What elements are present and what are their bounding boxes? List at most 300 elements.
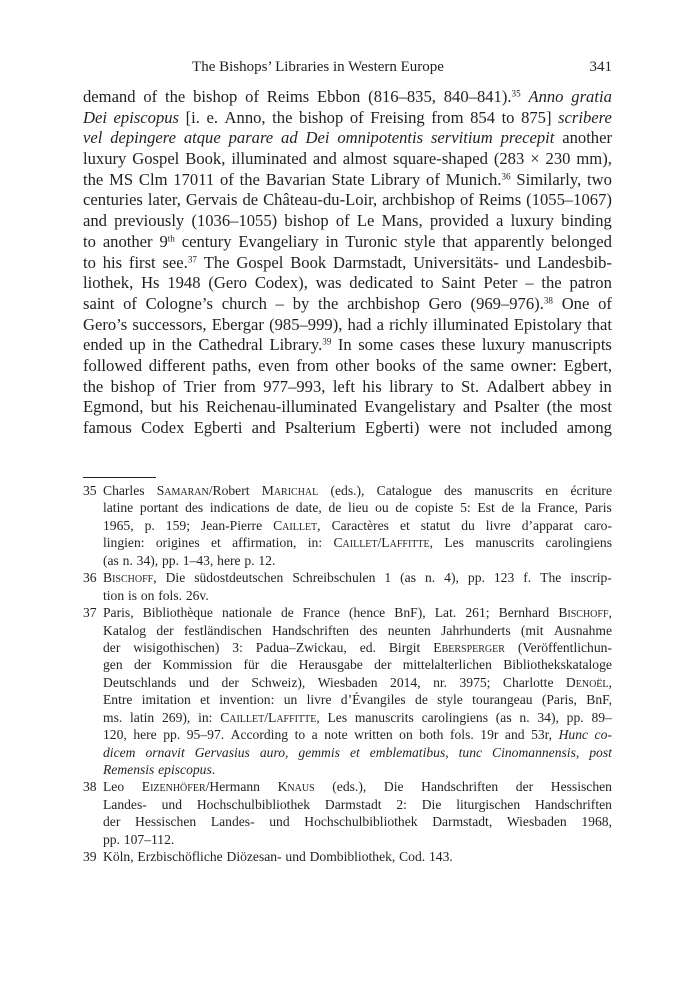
text-fragment: two xyxy=(587,169,612,189)
text-fragment: was xyxy=(315,273,342,293)
body-line xyxy=(83,149,612,170)
text-fragment: neunten xyxy=(387,622,431,638)
italic-text: Anno xyxy=(528,87,564,106)
text-fragment: 26v. xyxy=(185,587,209,603)
word xyxy=(395,499,408,516)
word xyxy=(158,761,215,778)
text-fragment: mm), xyxy=(576,149,612,169)
footnote-35 xyxy=(83,482,612,569)
word xyxy=(103,517,134,534)
word xyxy=(437,691,463,708)
word xyxy=(377,315,384,336)
text-fragment: der xyxy=(221,674,239,690)
text-fragment: St. xyxy=(461,376,480,396)
text-fragment: Entre xyxy=(103,692,133,708)
text-fragment: Landes- xyxy=(210,814,255,830)
word xyxy=(357,211,375,232)
word xyxy=(468,569,485,586)
word xyxy=(258,356,289,377)
word xyxy=(463,397,487,418)
text-fragment: der xyxy=(103,814,121,830)
text-fragment: later, xyxy=(147,190,181,210)
word xyxy=(332,778,366,795)
body-line xyxy=(83,397,612,418)
word xyxy=(540,569,561,586)
word xyxy=(324,726,347,743)
text-fragment: his xyxy=(102,252,123,272)
text-fragment: of xyxy=(219,169,234,189)
text-fragment: Book xyxy=(290,252,327,272)
footnote-line xyxy=(103,848,612,865)
word xyxy=(521,108,551,129)
word xyxy=(222,674,239,691)
word xyxy=(296,356,328,377)
word xyxy=(103,709,122,726)
word xyxy=(83,128,102,149)
text-fragment: and xyxy=(462,397,487,417)
text-fragment: State xyxy=(331,169,365,189)
word xyxy=(507,813,567,830)
text-fragment: centuries xyxy=(83,190,143,210)
word xyxy=(331,170,364,191)
word xyxy=(130,709,154,726)
text-fragment: fols. xyxy=(158,587,183,603)
word xyxy=(179,397,198,418)
text-fragment: followed xyxy=(83,355,142,375)
word xyxy=(589,744,612,761)
text-fragment: different xyxy=(148,355,206,375)
text-fragment: Bavarian xyxy=(265,169,326,189)
text-fragment: liturgischen xyxy=(456,796,521,812)
text-fragment: first xyxy=(128,252,156,272)
word xyxy=(183,552,214,569)
word xyxy=(103,482,145,499)
word xyxy=(389,377,433,398)
footnote-line xyxy=(103,674,612,691)
word xyxy=(523,569,531,586)
text-fragment: Egbert, xyxy=(563,355,612,375)
italic-text: gemmis xyxy=(298,744,340,760)
word xyxy=(83,397,143,418)
word xyxy=(220,709,320,726)
text-fragment: Hessischen xyxy=(550,779,612,795)
word xyxy=(404,232,435,253)
footnote-line xyxy=(103,761,612,778)
text-fragment: of xyxy=(123,293,137,313)
text-fragment: 143. xyxy=(428,849,453,865)
word xyxy=(83,108,107,129)
word xyxy=(206,397,357,418)
word xyxy=(441,273,475,294)
word xyxy=(269,813,289,830)
text-fragment: (969–976). xyxy=(470,293,544,313)
text-fragment: de xyxy=(242,190,259,210)
text-fragment: und xyxy=(505,252,531,272)
text-fragment: × xyxy=(530,149,540,169)
word xyxy=(103,232,153,253)
word xyxy=(103,253,122,274)
text-fragment: Köln, xyxy=(103,849,134,865)
word xyxy=(162,709,190,726)
text-fragment: of xyxy=(162,376,177,396)
word xyxy=(443,356,463,377)
word xyxy=(307,691,332,708)
text-fragment: the xyxy=(239,169,260,189)
footnote-number: 35 xyxy=(83,483,97,498)
word xyxy=(360,639,376,656)
word xyxy=(83,356,142,377)
word xyxy=(537,253,612,274)
text-fragment: tourangeau xyxy=(472,692,533,708)
footnote-number: 37 xyxy=(83,605,97,621)
word xyxy=(296,499,322,516)
word xyxy=(103,831,120,848)
word xyxy=(384,778,404,795)
footnote-line xyxy=(103,534,612,551)
italic-text: depingere xyxy=(110,128,176,148)
text-fragment: , xyxy=(316,709,320,725)
italic-text: dicem xyxy=(103,744,136,760)
text-fragment: to xyxy=(501,107,515,127)
text-fragment: The xyxy=(540,570,562,586)
text-fragment: – xyxy=(275,293,284,313)
word xyxy=(229,128,274,149)
word xyxy=(186,108,200,129)
word xyxy=(281,604,294,621)
word xyxy=(185,499,203,516)
body-line xyxy=(83,190,612,211)
word xyxy=(433,674,447,691)
word xyxy=(114,108,179,129)
word xyxy=(83,253,96,274)
text-fragment: but xyxy=(150,397,172,417)
footnote-reference: 39 xyxy=(322,336,332,347)
word xyxy=(83,315,127,336)
word xyxy=(355,709,414,726)
word xyxy=(211,534,221,551)
word xyxy=(208,273,247,294)
text-fragment: n. xyxy=(424,570,436,586)
small-caps-author-name: Bischoff xyxy=(558,605,609,621)
body-line xyxy=(83,273,612,294)
text-fragment: The xyxy=(203,252,230,272)
text-fragment: in xyxy=(152,335,166,355)
word xyxy=(558,108,612,129)
word xyxy=(162,377,176,398)
word xyxy=(474,482,533,499)
text-fragment: 1–43, xyxy=(182,552,214,568)
text-fragment: and xyxy=(312,149,337,169)
word xyxy=(441,335,475,356)
text-fragment: luxury xyxy=(481,335,526,355)
word xyxy=(394,604,425,621)
word xyxy=(83,87,136,108)
word xyxy=(562,294,590,315)
text-fragment: de xyxy=(276,500,290,516)
text-fragment: (the xyxy=(546,397,573,417)
text-fragment: Adalbert xyxy=(486,376,545,396)
word xyxy=(195,744,250,761)
text-fragment: (Gero xyxy=(208,273,248,293)
text-fragment: Bernhard xyxy=(498,605,550,621)
footnote-line xyxy=(103,656,612,673)
text-fragment: liothek, xyxy=(83,273,134,293)
word xyxy=(310,848,396,865)
word xyxy=(162,796,182,813)
text-fragment: (283 xyxy=(493,149,525,169)
word xyxy=(358,335,393,356)
text-fragment: that xyxy=(587,314,612,334)
word xyxy=(505,726,525,743)
word xyxy=(103,796,147,813)
word xyxy=(198,335,263,356)
word xyxy=(587,170,612,191)
text-fragment: the xyxy=(83,376,104,396)
text-fragment: pp. xyxy=(161,552,179,568)
word xyxy=(328,709,348,726)
text-fragment: (1036–1055) xyxy=(191,211,278,231)
word xyxy=(519,709,529,726)
word xyxy=(431,108,463,129)
text-fragment: 5: xyxy=(460,500,471,516)
footnote-line xyxy=(103,831,612,848)
text-fragment: carolingiens xyxy=(545,535,612,551)
word xyxy=(477,499,494,516)
text-fragment: a xyxy=(376,314,384,334)
body-line xyxy=(83,356,612,377)
text-fragment: Die xyxy=(383,779,404,795)
text-fragment: his xyxy=(179,397,199,417)
text-fragment: on xyxy=(399,727,413,743)
text-fragment: (1055–1067) xyxy=(526,190,612,210)
text-fragment: the xyxy=(171,335,192,355)
word xyxy=(133,639,219,656)
text-fragment: manuscrits xyxy=(474,483,534,498)
word xyxy=(341,691,406,708)
word xyxy=(137,848,222,865)
word xyxy=(511,356,557,377)
text-fragment: previously xyxy=(114,211,185,231)
text-fragment: d’apparat xyxy=(521,517,574,533)
word xyxy=(285,418,356,439)
word xyxy=(494,149,524,170)
word xyxy=(525,273,533,294)
word xyxy=(332,517,389,534)
text-fragment: Evangeliary xyxy=(238,231,319,251)
footnote-line xyxy=(103,813,612,830)
word xyxy=(316,273,342,294)
word xyxy=(184,622,262,639)
text-fragment: f. xyxy=(523,570,532,586)
italic-text: Dei xyxy=(83,107,107,127)
word xyxy=(262,482,319,499)
text-fragment: 854 xyxy=(470,107,495,127)
word xyxy=(284,211,328,232)
text-fragment: nr. xyxy=(433,674,448,690)
text-fragment: Hochschulbibliothek xyxy=(304,814,418,830)
word xyxy=(576,149,612,170)
word xyxy=(421,273,434,294)
word xyxy=(222,294,267,315)
text-fragment: Lat. xyxy=(434,605,457,621)
word xyxy=(591,709,611,726)
word xyxy=(304,813,417,830)
text-fragment: manuscrits xyxy=(354,709,414,725)
word xyxy=(470,356,504,377)
text-fragment: 3975; xyxy=(459,674,491,690)
text-fragment: almost xyxy=(342,149,388,169)
body-line xyxy=(83,170,612,191)
text-fragment: in xyxy=(325,231,339,251)
word xyxy=(284,691,298,708)
text-fragment: (Paris, xyxy=(541,692,577,708)
small-caps-author-name: Marichal xyxy=(261,483,319,498)
text-fragment: Catalogue xyxy=(376,483,432,498)
word xyxy=(238,232,318,253)
text-fragment: der xyxy=(103,639,121,655)
text-fragment: dedicated xyxy=(349,273,413,293)
word xyxy=(172,335,192,356)
word xyxy=(599,377,612,398)
text-fragment: der xyxy=(133,657,152,673)
text-fragment: für xyxy=(243,657,260,673)
text-fragment: Hessischen xyxy=(135,814,197,830)
text-fragment: left xyxy=(332,376,355,396)
small-caps-author-name: Knaus xyxy=(277,779,315,795)
word xyxy=(345,232,397,253)
word xyxy=(569,273,611,294)
text-fragment: Evangelistary xyxy=(364,397,456,417)
word xyxy=(204,253,230,274)
word xyxy=(184,377,217,398)
text-fragment: of xyxy=(349,107,364,127)
italic-text: atque xyxy=(183,128,221,148)
word xyxy=(269,315,342,336)
word xyxy=(135,813,196,830)
text-fragment: 2014, xyxy=(390,674,421,690)
word xyxy=(231,149,307,170)
word xyxy=(123,552,133,569)
text-fragment: and xyxy=(251,418,276,437)
text-fragment: library xyxy=(389,376,434,396)
word xyxy=(255,273,308,294)
text-fragment: de xyxy=(328,500,342,516)
word xyxy=(149,356,206,377)
word xyxy=(272,108,292,129)
footnote-39 xyxy=(83,848,612,865)
word xyxy=(456,796,520,813)
body-line xyxy=(83,294,612,315)
text-fragment: Egberti xyxy=(193,418,243,437)
text-fragment: Gospel xyxy=(236,252,284,272)
word xyxy=(348,499,368,516)
text-fragment: 1 xyxy=(384,570,392,586)
word xyxy=(425,569,435,586)
text-fragment: Cologne’s xyxy=(145,293,213,313)
word xyxy=(348,315,372,336)
text-fragment: MS xyxy=(109,169,134,189)
word xyxy=(298,744,340,761)
text-fragment: Handschriften xyxy=(534,796,612,812)
text-fragment: luxury xyxy=(83,149,127,169)
text-fragment: Paris, xyxy=(103,605,134,621)
word xyxy=(496,211,503,232)
text-fragment: Mans, xyxy=(381,211,423,231)
word xyxy=(201,517,262,534)
text-fragment: Epistolary xyxy=(513,314,582,334)
word xyxy=(580,397,612,418)
text-fragment: Wiesbaden xyxy=(317,674,378,690)
text-fragment: /Robert xyxy=(208,483,250,498)
word xyxy=(547,397,573,418)
word xyxy=(521,499,531,516)
text-fragment: Hochschulbibliothek xyxy=(196,796,311,812)
text-fragment: (eds.), xyxy=(332,779,367,795)
text-fragment: 120, xyxy=(103,727,127,743)
text-fragment: Château-du-Loir, xyxy=(263,190,378,210)
text-fragment: same xyxy=(469,355,505,375)
text-fragment: und xyxy=(161,796,182,812)
text-fragment: Ebbon xyxy=(317,87,361,106)
word xyxy=(103,691,132,708)
text-fragment: Deutschlands xyxy=(103,674,177,690)
small-caps-author-name: Caillet/Laffitte xyxy=(333,535,430,551)
text-fragment: Darmstadt, xyxy=(432,814,493,830)
word xyxy=(263,190,377,211)
text-fragment: 19r xyxy=(480,727,499,743)
text-fragment: nationale xyxy=(222,605,272,621)
text-fragment: Anno, xyxy=(224,107,266,127)
footnote-number: 36 xyxy=(83,570,97,586)
word xyxy=(83,170,103,191)
word xyxy=(83,232,96,253)
text-fragment: luxury xyxy=(510,211,554,231)
text-fragment: Schweiz), xyxy=(251,674,306,690)
text-fragment: these xyxy=(441,335,476,355)
text-fragment: (hence xyxy=(348,605,386,621)
word xyxy=(83,190,143,211)
text-fragment: in xyxy=(598,376,612,396)
text-fragment: n. xyxy=(519,709,530,725)
word xyxy=(422,709,488,726)
page-number: 341 xyxy=(589,59,612,75)
word xyxy=(318,674,378,691)
text-fragment: 53r, xyxy=(531,727,553,743)
text-fragment: 261; xyxy=(465,605,490,621)
word xyxy=(83,294,114,315)
word xyxy=(567,709,584,726)
word xyxy=(306,128,330,149)
body-line xyxy=(83,377,612,398)
word xyxy=(156,534,200,551)
text-fragment: d’Évangiles xyxy=(340,692,406,708)
footnote-line xyxy=(103,709,612,726)
word xyxy=(212,356,251,377)
italic-text: Cinomannensis, xyxy=(492,744,580,760)
text-fragment: (Veröffentlichun- xyxy=(517,639,612,655)
text-fragment: up xyxy=(129,335,146,355)
word xyxy=(313,149,337,170)
word xyxy=(570,482,612,499)
word xyxy=(581,813,612,830)
footnote-separator-rule xyxy=(83,477,156,478)
text-fragment: to xyxy=(420,273,434,293)
text-fragment: the xyxy=(272,107,293,127)
text-fragment: pp. xyxy=(163,727,181,743)
text-fragment: another xyxy=(102,231,153,251)
word xyxy=(267,87,309,108)
text-fragment: Darmstadt xyxy=(324,796,382,812)
